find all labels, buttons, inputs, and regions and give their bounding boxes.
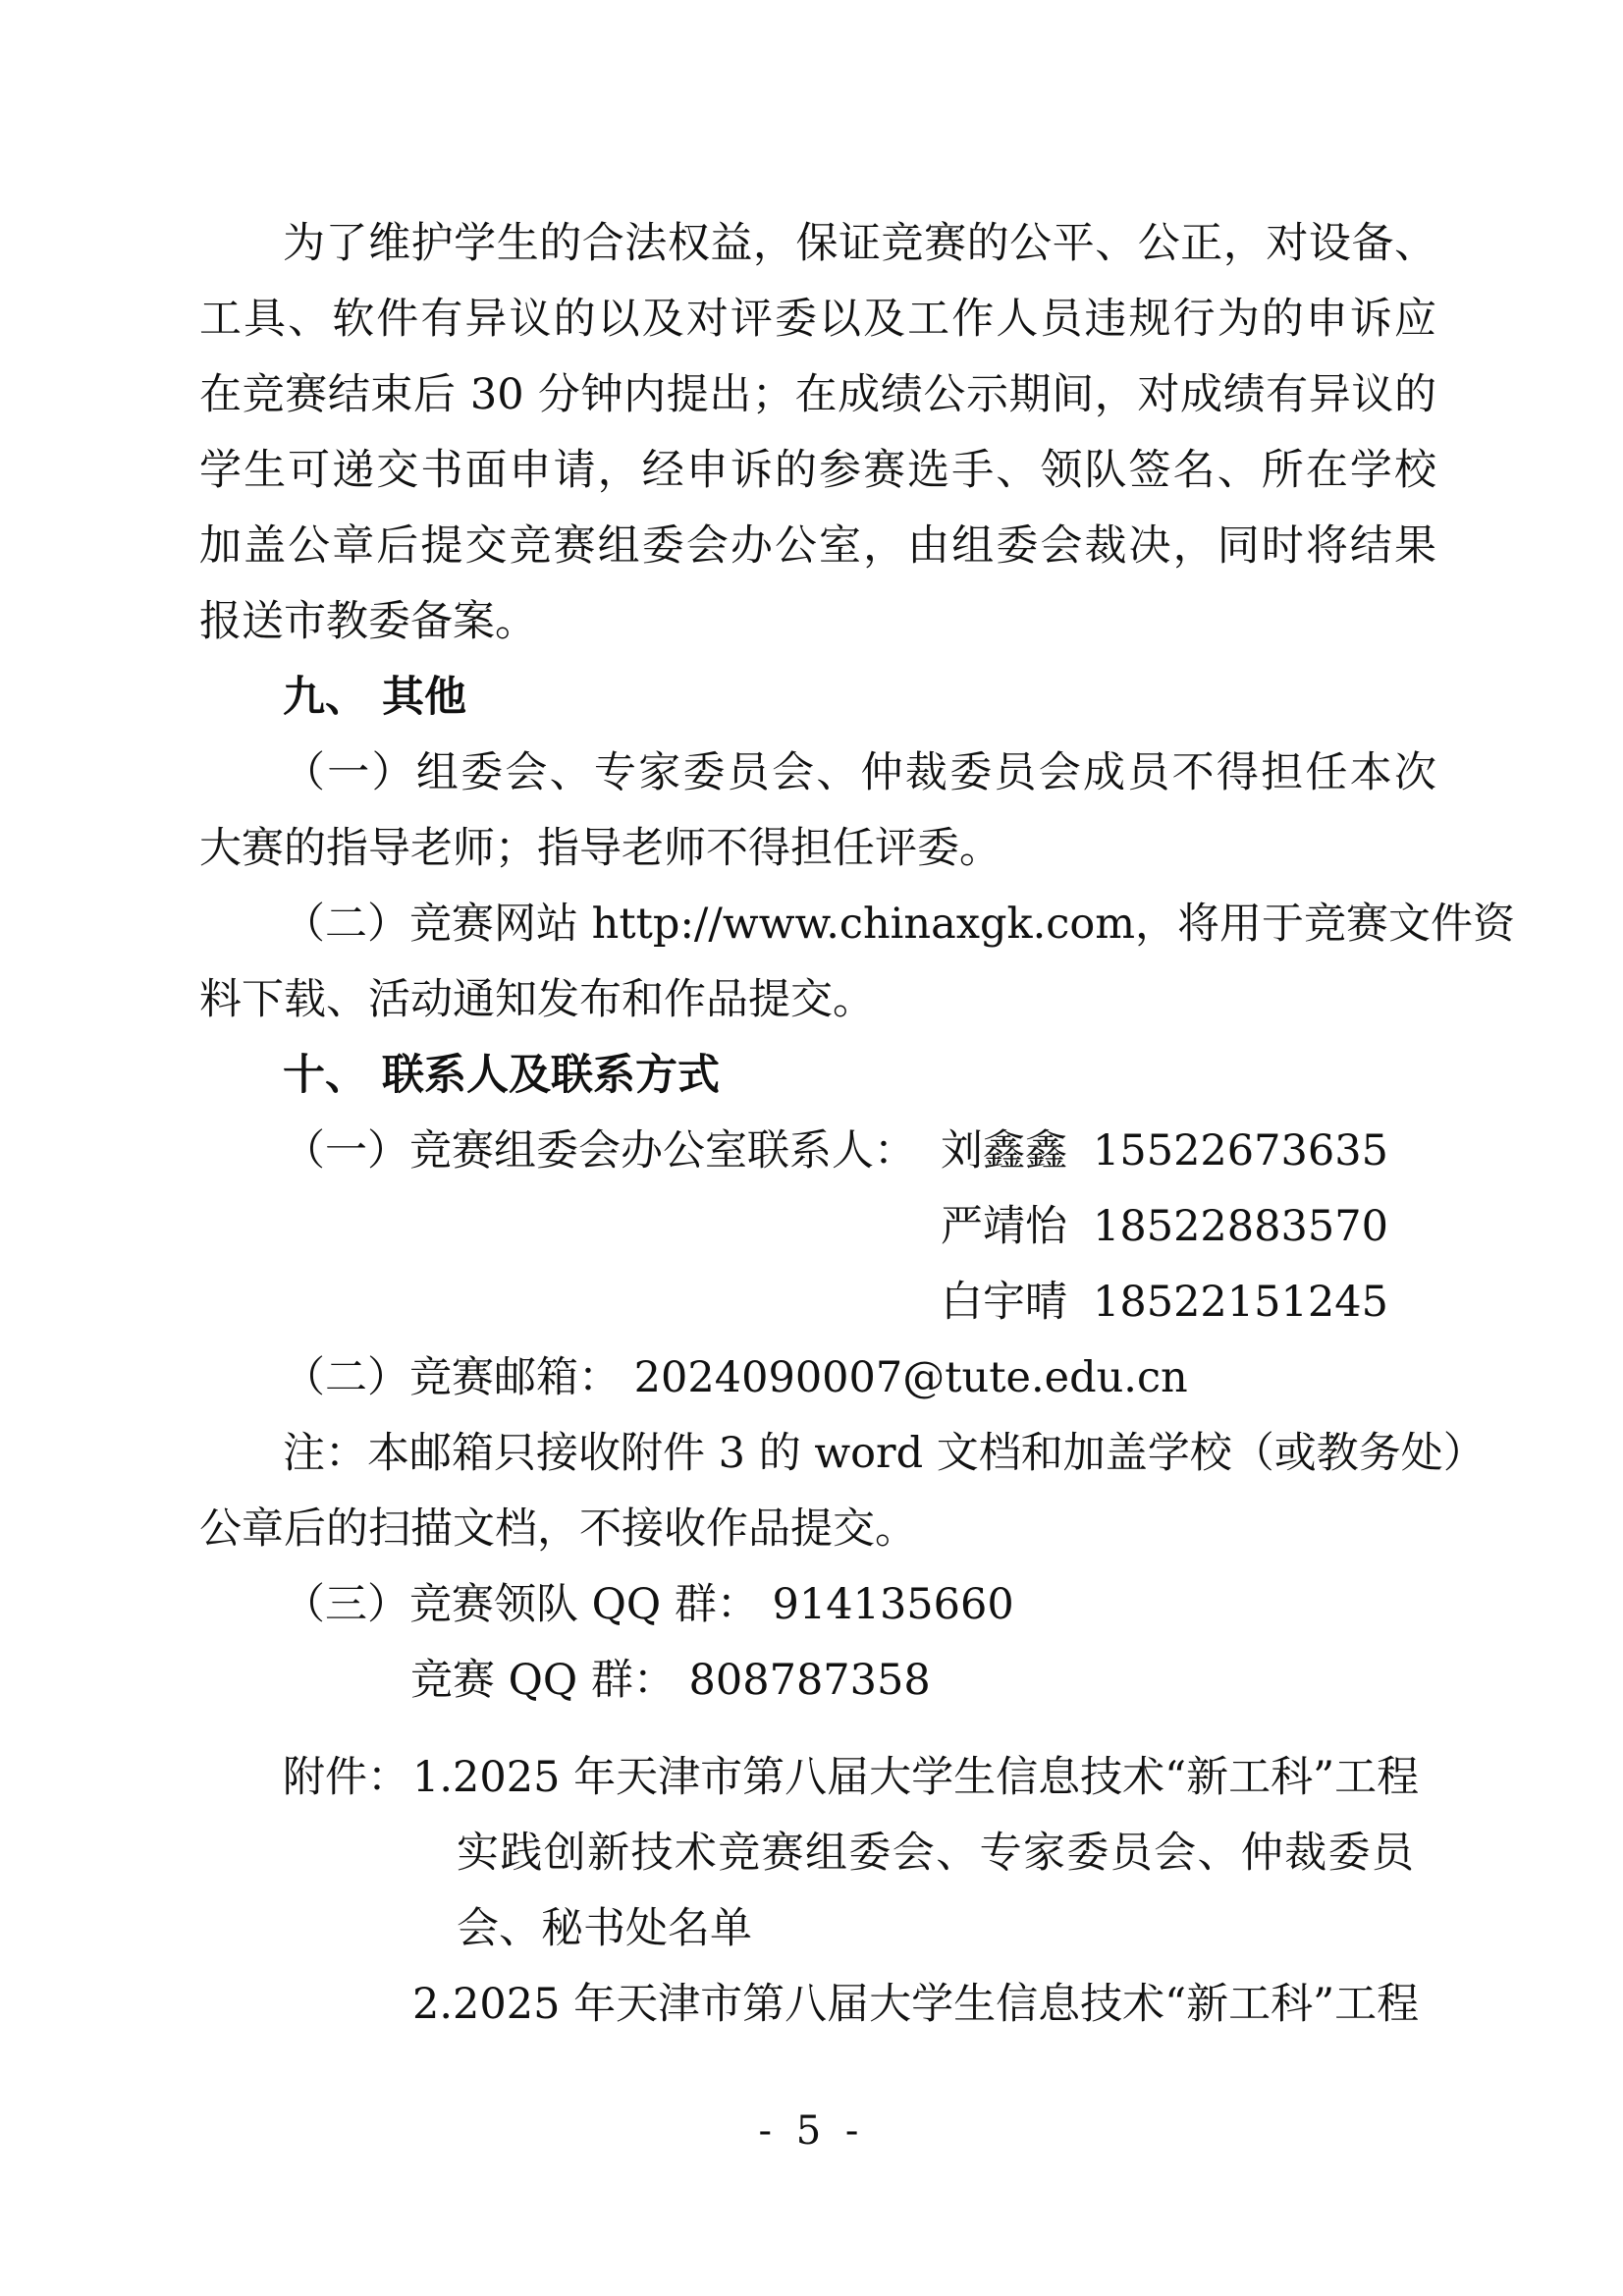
section-heading-contacts: 十、 联系人及联系方式 <box>283 1051 720 1100</box>
others-item-1-line: （一）组委会、专家委员会、仲裁委员会成员不得担任本次 <box>283 748 1436 797</box>
qq-group-contest: 竞赛 QQ 群： 808787358 <box>410 1656 931 1705</box>
attachment-1-line: 会、秘书处名单 <box>457 1904 752 1953</box>
attachments-label: 附件： <box>283 1753 409 1802</box>
contact-phone: 18522883570 <box>1093 1202 1388 1251</box>
paragraph-line: 学生可递交书面申请，经申诉的参赛选手、领队签名、所在学校 <box>199 446 1436 495</box>
others-item-1-line: 大赛的指导老师；指导老师不得担任评委。 <box>199 824 1001 873</box>
paragraph-line: 报送市教委备案。 <box>199 597 537 646</box>
contact-phone: 15522673635 <box>1093 1126 1388 1175</box>
contact-name: 严靖怡 <box>941 1202 1067 1251</box>
contact-name: 白宇晴 <box>941 1278 1067 1327</box>
attachment-1-line: 1.2025 年天津市第八届大学生信息技术“新工科”工程 <box>412 1753 1420 1802</box>
attachment-2-line: 2.2025 年天津市第八届大学生信息技术“新工科”工程 <box>412 1980 1420 2029</box>
qq-group-leaders: （三）竞赛领队 QQ 群： 914135660 <box>283 1580 1014 1629</box>
contacts-label: （一）竞赛组委会办公室联系人： <box>283 1126 916 1175</box>
contact-phone: 18522151245 <box>1093 1278 1388 1327</box>
contact-name: 刘鑫鑫 <box>941 1126 1067 1175</box>
email-note-line: 公章后的扫描文档，不接收作品提交。 <box>199 1504 917 1554</box>
paragraph-line: 加盖公章后提交竞赛组委会办公室，由组委会裁决，同时将结果 <box>199 521 1436 571</box>
paragraph-line: 工具、软件有异议的以及对评委以及工作人员违规行为的申诉应 <box>199 295 1436 344</box>
paragraph-line: 为了维护学生的合法权益，保证竞赛的公平、公正，对设备、 <box>283 219 1436 268</box>
attachment-1-line: 实践创新技术竞赛组委会、专家委员会、仲裁委员 <box>457 1829 1414 1878</box>
paragraph-line: 在竞赛结束后 30 分钟内提出；在成绩公示期间，对成绩有异议的 <box>199 370 1436 419</box>
others-item-2-line: 料下载、活动通知发布和作品提交。 <box>199 975 875 1024</box>
contest-email-line: （二）竞赛邮箱： 2024090007@tute.edu.cn <box>283 1353 1188 1402</box>
page-number: - 5 - <box>758 2108 865 2154</box>
section-heading-others: 九、 其他 <box>283 673 466 722</box>
email-note-line: 注：本邮箱只接收附件 3 的 word 文档和加盖学校（或教务处） <box>283 1429 1486 1478</box>
others-item-2-line: （二）竞赛网站 http://www.chinaxgk.com，将用于竞赛文件资 <box>283 900 1515 949</box>
